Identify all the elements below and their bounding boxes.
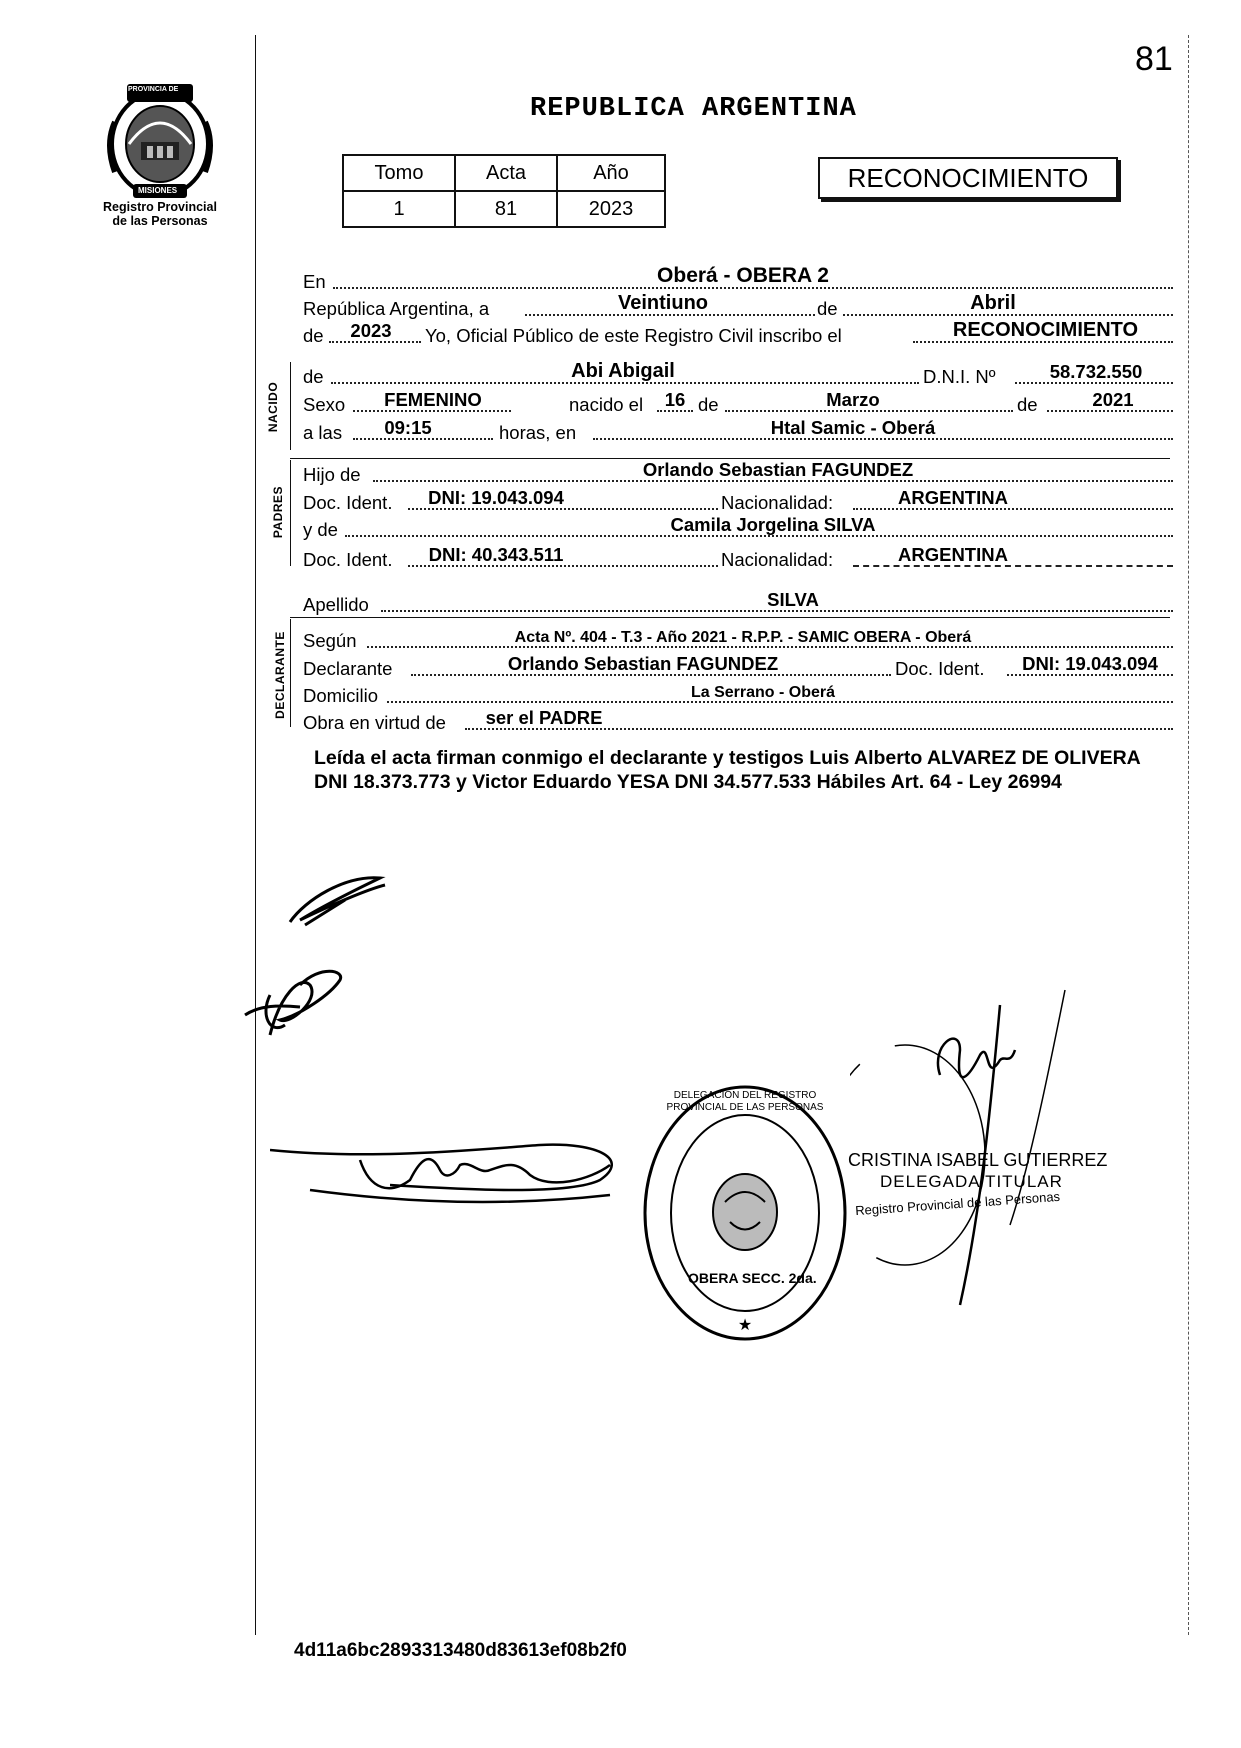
document-title: REPUBLICA ARGENTINA	[530, 94, 857, 124]
label-apellido: Apellido	[303, 594, 369, 615]
label-declarante: Declarante	[303, 658, 393, 679]
label-a-las: a las	[303, 422, 343, 443]
svg-text:★: ★	[737, 1315, 753, 1334]
divider	[290, 617, 1170, 618]
header-anio: Año	[557, 155, 665, 191]
label-y-de: y de	[303, 519, 338, 540]
label-obra: Obra en virtud de	[303, 712, 446, 733]
label-nac: Nacionalidad:	[721, 549, 834, 570]
header-acta: Acta	[455, 155, 557, 191]
logo-caption-line2: de las Personas	[112, 214, 208, 228]
value-segun: Acta Nº. 404 - T.3 - Año 2021 - R.P.P. - SAMIC OBERA - Oberá	[514, 629, 972, 646]
row-nacido-nombre	[303, 362, 1173, 388]
seal-bottom-text: MISIONES	[138, 186, 178, 195]
official-registry: Registro Provincial de las Personas	[854, 1188, 1061, 1219]
document-type-badge: RECONOCIMIENTO	[818, 157, 1118, 199]
value-tomo: 1	[343, 191, 455, 227]
row-obra	[303, 708, 1173, 734]
nacido-bracket	[290, 362, 291, 450]
value-anio: 2023	[557, 191, 665, 227]
label-en: En	[303, 271, 326, 292]
label-domicilio: Domicilio	[303, 685, 379, 706]
label-republica: República Argentina, a	[303, 298, 490, 319]
value-dia: Veintiuno	[618, 292, 708, 314]
label-doc: Doc. Ident.	[895, 658, 985, 679]
value-sexo: FEMENINO	[384, 389, 482, 410]
row-segun	[303, 626, 1173, 652]
row-anio	[303, 321, 1173, 347]
registry-table	[342, 154, 666, 228]
value-madre-nac: ARGENTINA	[898, 544, 1008, 565]
label-de: de	[817, 298, 838, 319]
value-en: Oberá - OBERA 2	[657, 264, 829, 287]
value-padre-doc: DNI: 19.043.094	[428, 487, 564, 508]
value-mes: Abril	[970, 292, 1016, 314]
row-madre-doc	[303, 545, 1173, 571]
closing-text: Leída el acta firman conmigo el declarante y testigos Luis Alberto ALVAREZ DE OLIVERA DNI 18.373.773 y Victor Eduardo YESA DNI 34.577.533 Hábiles Art. 64 - Ley 26994	[314, 747, 1141, 793]
value-dni: 58.732.550	[1049, 361, 1143, 382]
row-republica	[303, 294, 1173, 320]
row-domicilio	[303, 681, 1173, 707]
label-yo: Yo, Oficial Público de este Registro Civil inscribo el	[425, 325, 842, 346]
value-declarante-doc: DNI: 19.043.094	[1022, 653, 1158, 674]
row-padre	[303, 460, 1173, 486]
value-madre: Camila Jorgelina SILVA	[670, 514, 876, 535]
seal-top-text: PROVINCIA DE	[128, 86, 179, 93]
value-domicilio: La Serrano - Oberá	[690, 684, 836, 701]
label-dni: D.N.I. Nº	[923, 366, 996, 387]
value-obra: ser el PADRE	[485, 707, 603, 728]
label-hijo: Hijo de	[303, 464, 361, 485]
value-nombre: Abi Abigail	[571, 360, 675, 382]
header-tomo: Tomo	[343, 155, 455, 191]
official-role: DELEGADA TITULAR	[880, 1172, 1063, 1191]
value-acta: 81	[455, 191, 557, 227]
row-nacido-sexo	[303, 390, 1173, 416]
label-de2: de	[698, 394, 719, 415]
value-dia-nac: 16	[664, 389, 686, 410]
label-de: de	[303, 366, 324, 387]
signature-3-icon	[270, 1120, 640, 1210]
row-apellido	[303, 590, 1173, 616]
signature-1-icon	[285, 870, 395, 930]
label-nacido: nacido el	[569, 394, 644, 415]
row-madre	[303, 515, 1173, 541]
value-mes-nac: Marzo	[826, 389, 880, 410]
page-number: 81	[1135, 40, 1173, 78]
label-anio: de	[303, 325, 324, 346]
row-declarante	[303, 654, 1173, 680]
document-hash: 4d11a6bc2893313480d83613ef08b2f0	[294, 1640, 627, 1661]
row-en	[303, 264, 1173, 293]
value-madre-doc: DNI: 40.343.511	[428, 544, 564, 565]
label-horas: horas, en	[499, 422, 577, 443]
provincia-misiones-seal-icon	[105, 82, 215, 200]
label-nac: Nacionalidad:	[721, 492, 834, 513]
padres-bracket	[290, 460, 291, 566]
value-padre-nac: ARGENTINA	[898, 487, 1008, 508]
label-de3: de	[1017, 394, 1038, 415]
row-nacido-hora	[303, 418, 1173, 444]
label-segun: Según	[303, 630, 357, 651]
value-padre: Orlando Sebastian FAGUNDEZ	[642, 459, 914, 480]
value-anio: 2023	[350, 320, 392, 341]
value-lugar: Htal Samic - Oberá	[770, 417, 936, 438]
section-declarante: DECLARANTE	[272, 631, 287, 719]
value-anio-nac: 2021	[1092, 389, 1134, 410]
value-inscribo: RECONOCIMIENTO	[952, 319, 1139, 341]
declarante-bracket	[290, 619, 291, 727]
row-padre-doc	[303, 488, 1173, 514]
logo-caption	[90, 200, 230, 228]
right-margin-line	[1188, 35, 1189, 1635]
section-nacido: NACIDO	[266, 381, 281, 433]
label-doc: Doc. Ident.	[303, 549, 393, 570]
label-doc: Doc. Ident.	[303, 492, 393, 513]
stamp-bottom-text: OBERA SECC. 2da.	[688, 1270, 817, 1286]
official-name: CRISTINA ISABEL GUTIERREZ	[848, 1150, 1108, 1170]
label-sexo: Sexo	[303, 394, 346, 415]
registry-oval-stamp-icon	[640, 1082, 850, 1344]
stamp-ring-text: DELEGACION DEL REGISTRO PROVINCIAL DE LAS PERSONAS	[666, 1090, 824, 1113]
logo-caption-line1: Registro Provincial	[103, 200, 217, 214]
value-declarante: Orlando Sebastian FAGUNDEZ	[507, 653, 779, 674]
value-hora: 09:15	[384, 417, 432, 438]
left-margin-line	[255, 35, 256, 1635]
value-apellido: SILVA	[767, 589, 819, 610]
section-padres: PADRES	[271, 485, 286, 539]
signature-2-icon	[240, 965, 350, 1045]
